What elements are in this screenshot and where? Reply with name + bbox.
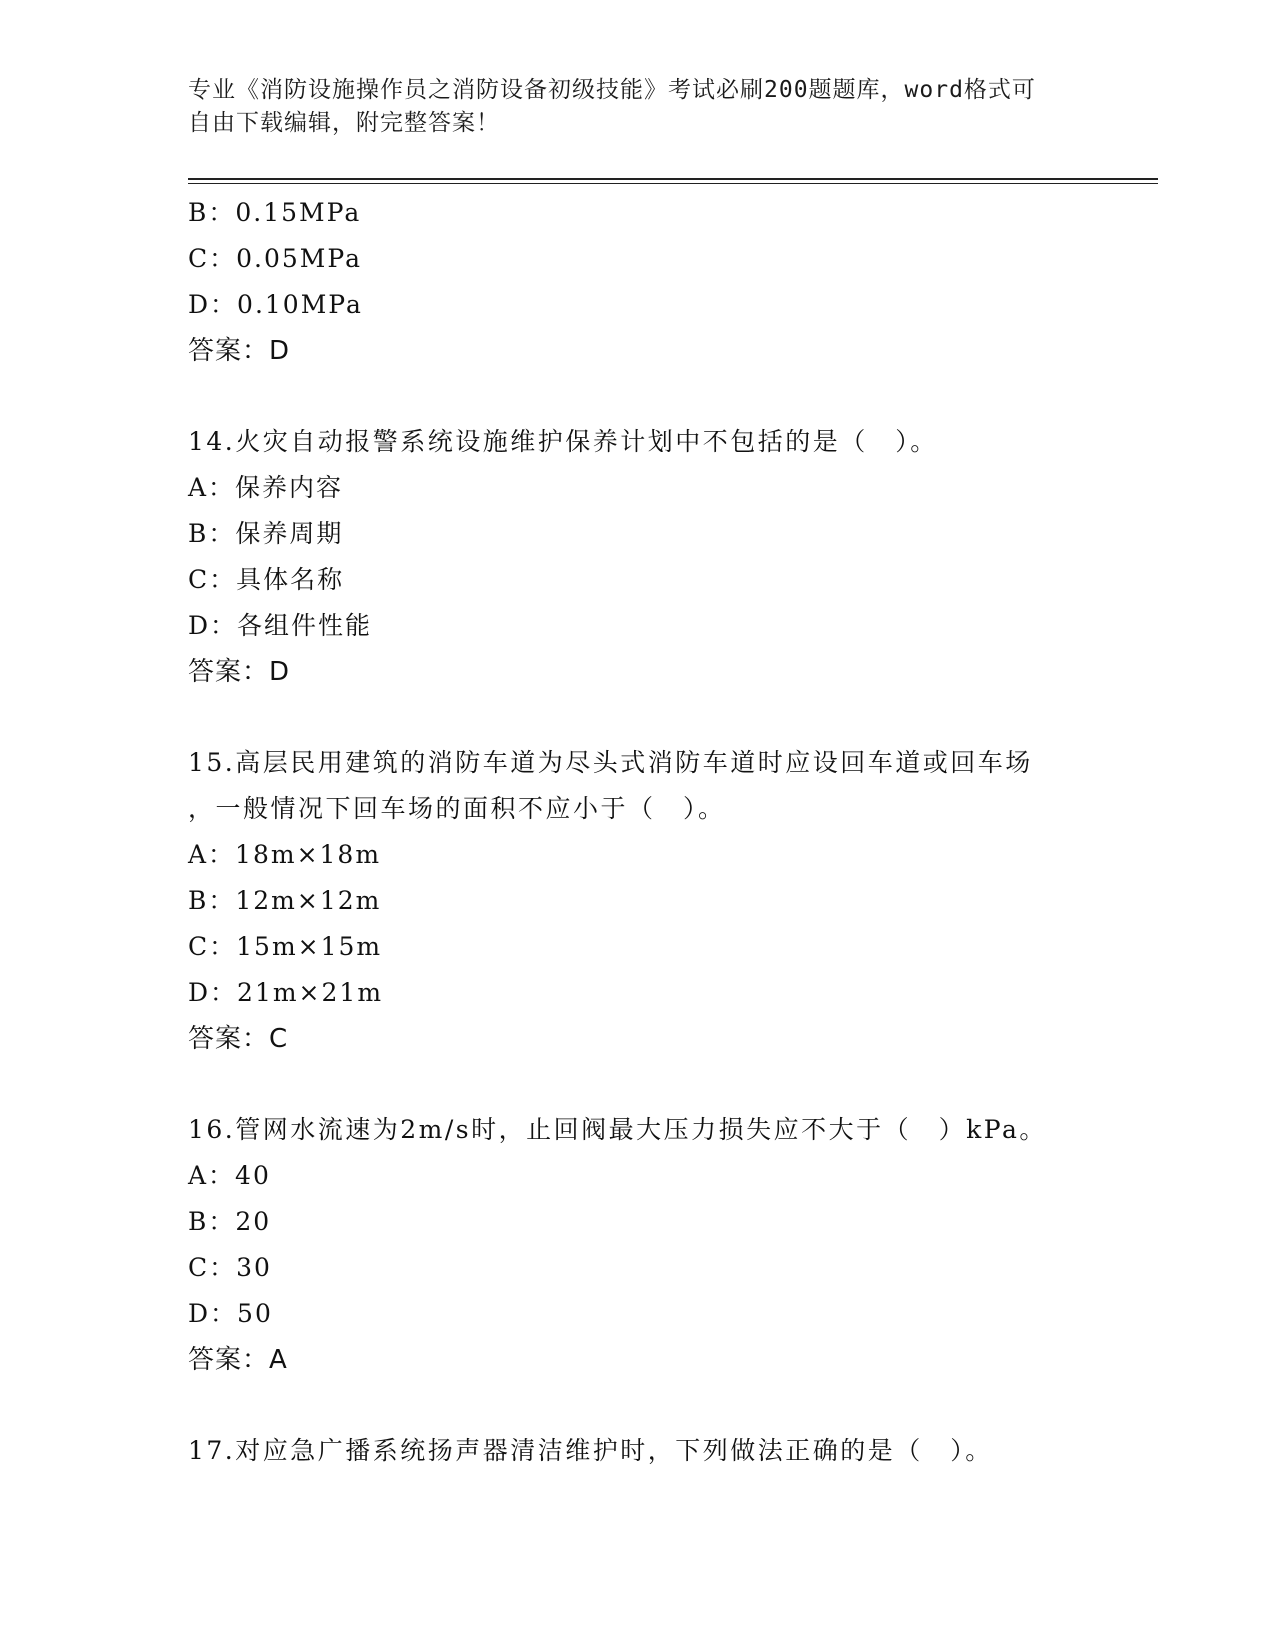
- option-b: B：20: [188, 1207, 272, 1236]
- option-a: A：保养内容: [188, 473, 344, 502]
- question-17: [188, 1428, 1158, 1474]
- answer: 答案：A: [188, 1345, 288, 1375]
- option-d: D：0.10MPa: [188, 290, 363, 319]
- question-text: 15.高层民用建筑的消防车道为尽头式消防车道时应设回车道或回车场: [188, 748, 1033, 777]
- question-text-continued: ，一般情况下回车场的面积不应小于（ ）。: [188, 794, 726, 823]
- question-16: [188, 1107, 1158, 1383]
- answer: 答案：C: [188, 1024, 289, 1054]
- option-d: D：50: [188, 1299, 273, 1328]
- question-15: [188, 740, 1158, 1062]
- option-d: D：各组件性能: [188, 611, 373, 640]
- question-14: [188, 419, 1158, 695]
- header-divider: [188, 178, 1158, 184]
- document-page: [188, 0, 1158, 1650]
- question-list: [188, 190, 1158, 1474]
- option-c: C：15m×15m: [188, 932, 383, 961]
- header-line-1: 专业《消防设施操作员之消防设备初级技能》考试必刷200题题库，word格式可: [188, 77, 1036, 103]
- page-header: [188, 74, 1088, 140]
- option-d: D：21m×21m: [188, 978, 384, 1007]
- option-c: C：30: [188, 1253, 272, 1282]
- header-line-2: 自由下载编辑，附完整答案！: [188, 110, 500, 136]
- question-text: 17.对应急广播系统扬声器清洁维护时，下列做法正确的是（ ）。: [188, 1436, 993, 1465]
- option-b: B：0.15MPa: [188, 198, 362, 227]
- answer: 答案：D: [188, 336, 291, 366]
- option-b: B：保养周期: [188, 519, 344, 548]
- question-text: 14.火灾自动报警系统设施维护保养计划中不包括的是（ ）。: [188, 427, 938, 456]
- option-c: C：0.05MPa: [188, 244, 362, 273]
- option-a: A：40: [188, 1161, 271, 1190]
- option-a: A：18m×18m: [188, 840, 382, 869]
- option-b: B：12m×12m: [188, 886, 382, 915]
- option-c: C：具体名称: [188, 565, 345, 594]
- question-text: 16.管网水流速为2m/s时，止回阀最大压力损失应不大于（ ）kPa。: [188, 1115, 1047, 1144]
- question-13-tail: [188, 190, 1158, 374]
- answer: 答案：D: [188, 657, 291, 687]
